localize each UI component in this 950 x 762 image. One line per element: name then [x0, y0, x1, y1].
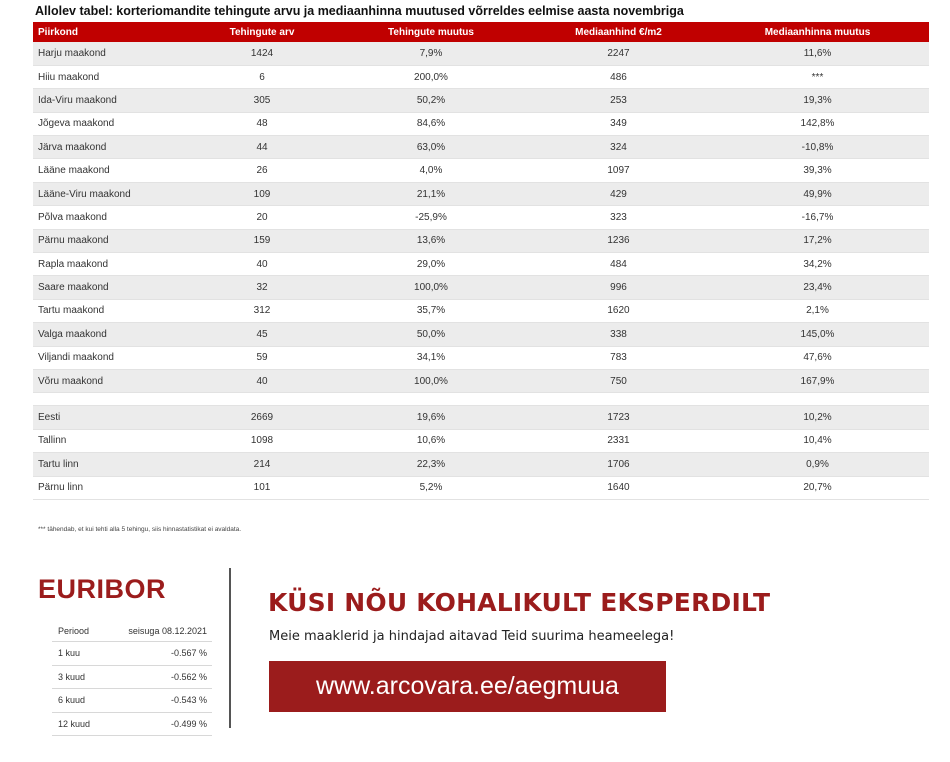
cell-transactions: 305: [193, 89, 331, 112]
euribor-title: EURIBOR: [38, 574, 167, 604]
table-row: [33, 476, 929, 499]
table-row: [33, 369, 929, 392]
cell-transactions-change: 35,7%: [331, 299, 531, 322]
cell-transactions: 214: [193, 453, 331, 476]
table-row: [33, 346, 929, 369]
euribor-col-date: seisuga 08.12.2021: [128, 625, 207, 636]
cell-transactions: 40: [193, 369, 331, 392]
cell-region: Saare maakond: [33, 276, 193, 299]
cell-transactions: 312: [193, 299, 331, 322]
euribor-row: [52, 713, 212, 737]
cell-median-change: 34,2%: [706, 253, 929, 276]
euribor-row: [52, 666, 212, 690]
cell-median-price: 253: [531, 89, 706, 112]
table-row: [33, 42, 929, 65]
cell-transactions-change: 200,0%: [331, 65, 531, 88]
cell-region: Viljandi maakond: [33, 346, 193, 369]
header-transactions-change: Tehingute muutus: [388, 26, 474, 38]
table-row: [33, 182, 929, 205]
table-row: [33, 299, 929, 322]
table-body: [33, 42, 929, 499]
arcovara-link-button[interactable]: www.arcovara.ee/aegmuua: [269, 661, 666, 712]
cell-median-change: 47,6%: [706, 346, 929, 369]
cell-region: Pärnu linn: [33, 476, 193, 499]
cell-median-price: 324: [531, 136, 706, 159]
table-row: [33, 406, 929, 429]
table-row: [33, 323, 929, 346]
cell-transactions: 1424: [193, 42, 331, 65]
cell-median-change: 19,3%: [706, 89, 929, 112]
cell-transactions-change: 13,6%: [331, 229, 531, 252]
cell-median-change: 10,2%: [706, 406, 929, 429]
cell-transactions: 109: [193, 182, 331, 205]
cell-median-price: 1236: [531, 229, 706, 252]
cell-median-change: 39,3%: [706, 159, 929, 182]
cell-median-price: 484: [531, 253, 706, 276]
cell-region: Rapla maakond: [33, 253, 193, 276]
cell-transactions-change: 19,6%: [331, 406, 531, 429]
cell-region: Lääne maakond: [33, 159, 193, 182]
cell-median-change: 167,9%: [706, 369, 929, 392]
table-row: [33, 276, 929, 299]
euribor-value: -0.562 %: [170, 671, 207, 682]
cell-transactions: 32: [193, 276, 331, 299]
cell-transactions: 48: [193, 112, 331, 135]
cell-transactions: 159: [193, 229, 331, 252]
cell-median-price: 1723: [531, 406, 706, 429]
section-divider: [229, 568, 231, 728]
cell-region: Jõgeva maakond: [33, 112, 193, 135]
cell-region: Järva maakond: [33, 136, 193, 159]
cell-transactions: 40: [193, 253, 331, 276]
table-row: [33, 429, 929, 452]
cell-median-change: 142,8%: [706, 112, 929, 135]
header-median-change: Mediaanhinna muutus: [764, 26, 871, 38]
cell-median-price: 486: [531, 65, 706, 88]
cell-region: Tartu maakond: [33, 299, 193, 322]
cell-median-change: 20,7%: [706, 476, 929, 499]
cell-median-change: 0,9%: [706, 453, 929, 476]
table-header-row: [33, 22, 929, 42]
cell-median-price: 349: [531, 112, 706, 135]
cell-transactions-change: -25,9%: [331, 206, 531, 229]
euribor-row: [52, 689, 212, 713]
cell-median-price: 429: [531, 182, 706, 205]
table-row: [33, 159, 929, 182]
cell-median-change: 2,1%: [706, 299, 929, 322]
cell-region: Võru maakond: [33, 369, 193, 392]
cell-region: Eesti: [33, 406, 193, 429]
cell-transactions: 26: [193, 159, 331, 182]
header-region: Piirkond: [38, 26, 79, 38]
cell-median-price: 338: [531, 323, 706, 346]
cell-transactions-change: 5,2%: [331, 476, 531, 499]
cell-median-change: ***: [706, 65, 929, 88]
cell-transactions-change: 50,0%: [331, 323, 531, 346]
cell-transactions-change: 10,6%: [331, 429, 531, 452]
euribor-period: 3 kuud: [58, 671, 86, 682]
cell-transactions-change: 34,1%: [331, 346, 531, 369]
cell-region: Tartu linn: [33, 453, 193, 476]
cell-median-price: 2247: [531, 42, 706, 65]
header-median-price: Mediaanhind €/m2: [575, 26, 662, 38]
statistics-table: [33, 22, 929, 500]
cell-transactions: 59: [193, 346, 331, 369]
euribor-value: -0.499 %: [170, 718, 207, 729]
cell-median-change: 23,4%: [706, 276, 929, 299]
cell-median-change: 17,2%: [706, 229, 929, 252]
cell-region: Hiiu maakond: [33, 65, 193, 88]
cell-transactions-change: 100,0%: [331, 276, 531, 299]
cell-median-price: 1640: [531, 476, 706, 499]
cell-region: Ida-Viru maakond: [33, 89, 193, 112]
cell-median-price: 1620: [531, 299, 706, 322]
cell-region: Pärnu maakond: [33, 229, 193, 252]
table-row: [33, 453, 929, 476]
cell-median-price: 1706: [531, 453, 706, 476]
cta-subtitle: Meie maaklerid ja hindajad aitavad Teid suurima heameelega!: [269, 629, 675, 644]
cell-transactions-change: 63,0%: [331, 136, 531, 159]
euribor-value: -0.567 %: [170, 648, 207, 659]
cell-region: Põlva maakond: [33, 206, 193, 229]
cell-median-price: 996: [531, 276, 706, 299]
cell-transactions-change: 4,0%: [331, 159, 531, 182]
cell-median-price: 323: [531, 206, 706, 229]
cell-transactions: 2669: [193, 406, 331, 429]
cta-title: KÜSI NÕU KOHALIKULT EKSPERDILT: [268, 588, 771, 617]
cell-median-price: 783: [531, 346, 706, 369]
cell-transactions-change: 21,1%: [331, 182, 531, 205]
footnote: *** tähendab, et kui tehti alla 5 tehingu, siis hinnastatistikat ei avaldata.: [38, 526, 242, 533]
cell-region: Harju maakond: [33, 42, 193, 65]
cell-transactions-change: 50,2%: [331, 89, 531, 112]
euribor-period: 6 kuud: [58, 695, 86, 706]
cell-median-price: 1097: [531, 159, 706, 182]
euribor-period: 1 kuu: [58, 648, 81, 659]
cell-region: Valga maakond: [33, 323, 193, 346]
cell-median-change: -10,8%: [706, 136, 929, 159]
table-row: [33, 65, 929, 88]
table-row: [33, 206, 929, 229]
euribor-col-period: Periood: [58, 625, 90, 636]
header-transactions: Tehingute arv: [229, 26, 295, 38]
table-row: [33, 229, 929, 252]
cell-median-change: 10,4%: [706, 429, 929, 452]
table-row: [33, 89, 929, 112]
cell-median-change: 145,0%: [706, 323, 929, 346]
euribor-period: 12 kuud: [58, 718, 91, 729]
cell-region: Tallinn: [33, 429, 193, 452]
cell-transactions-change: 7,9%: [331, 42, 531, 65]
cell-transactions: 20: [193, 206, 331, 229]
table-row: [33, 253, 929, 276]
cell-transactions: 45: [193, 323, 331, 346]
cell-median-price: 2331: [531, 429, 706, 452]
cell-transactions-change: 29,0%: [331, 253, 531, 276]
euribor-value: -0.543 %: [170, 695, 207, 706]
cell-transactions: 44: [193, 136, 331, 159]
euribor-header-row: [52, 620, 212, 642]
euribor-row: [52, 642, 212, 666]
table-row: [33, 136, 929, 159]
cell-median-change: 49,9%: [706, 182, 929, 205]
cell-region: Lääne-Viru maakond: [33, 182, 193, 205]
cell-transactions-change: 22,3%: [331, 453, 531, 476]
cell-median-change: 11,6%: [706, 42, 929, 65]
cell-median-change: -16,7%: [706, 206, 929, 229]
cell-transactions: 6: [193, 65, 331, 88]
table-row: [33, 112, 929, 135]
cell-transactions-change: 100,0%: [331, 369, 531, 392]
cell-median-price: 750: [531, 369, 706, 392]
cell-transactions-change: 84,6%: [331, 112, 531, 135]
cell-transactions: 1098: [193, 429, 331, 452]
euribor-table: [52, 620, 212, 736]
table-spacer-row: [33, 393, 929, 406]
table-caption: Allolev tabel: korteriomandite tehingute arvu ja mediaanhinna muutused võrreldes eelmise aasta novembriga: [35, 4, 684, 18]
statistics-table-container: [33, 22, 929, 500]
cell-transactions: 101: [193, 476, 331, 499]
